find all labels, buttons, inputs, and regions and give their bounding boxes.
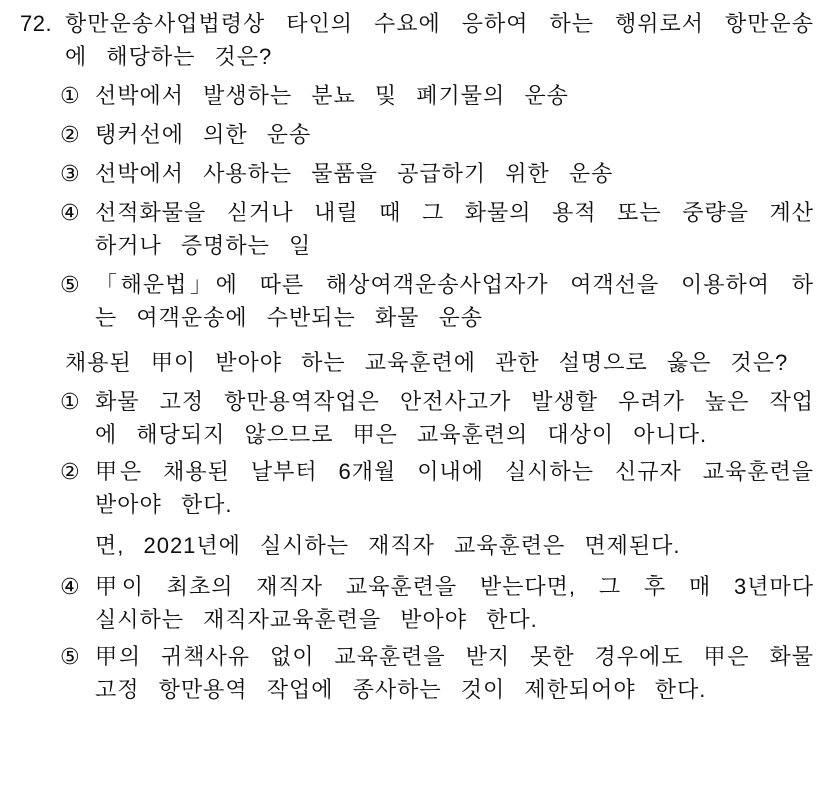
option-3-continuation-text: 면, 2021년에 실시하는 재직자 교육훈련은 면제된다. [95, 533, 681, 558]
option-row-1 [60, 79, 814, 112]
option-3-marker-empty [60, 529, 95, 562]
option-4-text: 甲이 최초의 재직자 교육훈련을 받는다면, 그 후 매 3년마다 실시하는 재직자교육훈련을 받아야 한다. [95, 574, 814, 632]
option-5-marker: ⑤ [60, 644, 80, 669]
option-row-4 [60, 570, 814, 636]
question-72-stem-row [0, 7, 814, 73]
option-row-5 [60, 268, 814, 334]
option-2-text: 탱커선에 의한 운송 [95, 122, 312, 147]
option-2-marker: ② [60, 459, 80, 484]
question-next-options [0, 385, 814, 706]
option-2-marker: ② [60, 122, 80, 147]
option-row-3-continuation [60, 529, 814, 562]
question-next-stem-text: 채용된 甲이 받아야 하는 교육훈련에 관한 설명으로 옳은 것은? [65, 350, 789, 375]
option-5-text: 甲의 귀책사유 없이 교육훈련을 받지 못한 경우에도 甲은 화물 고정 항만용역 작업에 종사하는 것이 제한되어야 한다. [95, 644, 814, 702]
option-1-marker: ① [60, 83, 80, 108]
option-row-2 [60, 455, 814, 521]
option-row-1 [60, 385, 814, 451]
question-next [0, 346, 814, 706]
option-row-3 [60, 157, 814, 190]
question-72-options [0, 79, 814, 334]
option-4-text: 선적화물을 싣거나 내릴 때 그 화물의 용적 또는 중량을 계산하거나 증명하는 일 [95, 200, 814, 258]
question-72 [0, 7, 814, 334]
option-1-text: 화물 고정 항만용역작업은 안전사고가 발생할 우려가 높은 작업에 해당되지 않으므로 甲은 교육훈련의 대상이 아니다. [95, 389, 814, 447]
option-row-5 [60, 640, 814, 706]
question-next-stem-row [0, 346, 814, 379]
option-4-marker: ④ [60, 574, 80, 599]
option-4-marker: ④ [60, 200, 80, 225]
option-1-marker: ① [60, 389, 80, 414]
option-2-text: 甲은 채용된 날부터 6개월 이내에 실시하는 신규자 교육훈련을 받아야 한다. [95, 459, 814, 517]
question-72-stem-text: 항만운송사업법령상 타인의 수요에 응하여 하는 행위로서 항만운송에 해당하는 것은? [65, 11, 814, 69]
option-row-4 [60, 196, 814, 262]
option-3-text: 선박에서 사용하는 물품을 공급하기 위한 운송 [95, 161, 614, 186]
option-5-marker: ⑤ [60, 272, 80, 297]
question-72-number: 72. [20, 11, 53, 36]
option-3-marker: ③ [60, 161, 80, 186]
option-row-2 [60, 118, 814, 151]
option-5-text: 「해운법」에 따른 해상여객운송사업자가 여객선을 이용하여 하는 여객운송에 수반되는 화물 운송 [95, 272, 814, 330]
option-1-text: 선박에서 발생하는 분뇨 및 폐기물의 운송 [95, 83, 569, 108]
